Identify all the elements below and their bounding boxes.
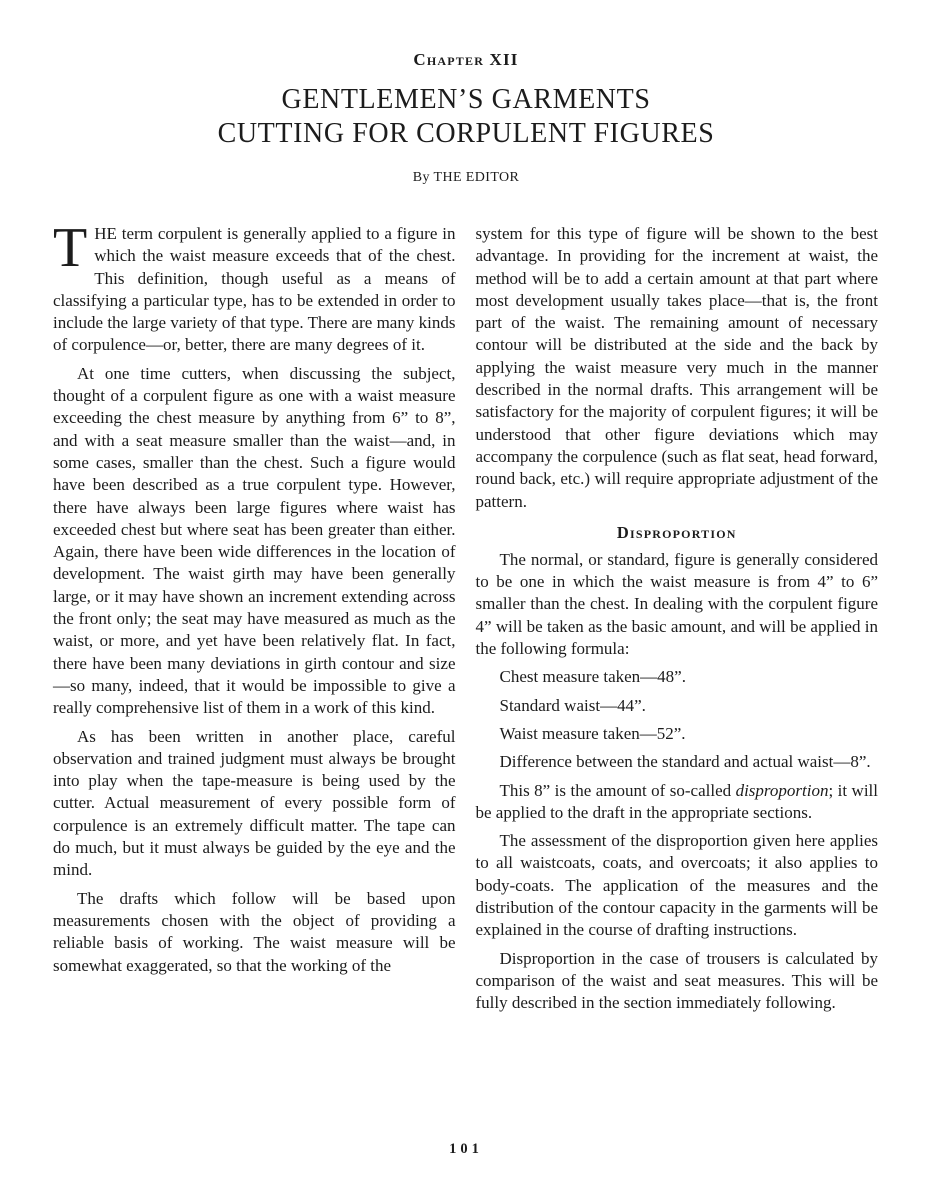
drop-cap: T bbox=[53, 217, 88, 279]
page-header bbox=[0, 50, 932, 186]
left-column bbox=[53, 217, 456, 1015]
paragraph bbox=[476, 780, 879, 825]
italic-term: disproportion bbox=[735, 780, 829, 800]
formula-line: Chest measure taken—48”. bbox=[499, 667, 686, 687]
page-footer bbox=[0, 1140, 932, 1158]
title-line-2: CUTTING FOR CORPULENT FIGURES bbox=[217, 118, 715, 149]
paragraph-text: HE term corpulent is generally applied to a figure in which the waist measure exceeds that of the chest. This definition, though useful as a means of classifying a particular type, has to be extended in order to include the large variety of that type. There are many kinds of corpulence—or, better, there are many degrees of it. bbox=[53, 224, 456, 355]
paragraph: The normal, or standard, figure is generally considered to be one in which the waist measure is from 4” to 6” smaller than the chest. In dealing with the corpulent figure 4” will be taken as the basic amount, and will be applied in the following formula: bbox=[475, 549, 878, 659]
formula-line: Standard waist—44”. bbox=[499, 695, 646, 715]
paragraph-text: ; it will be applied to the draft in the appropriate sections. bbox=[475, 780, 878, 822]
chapter-heading: Chapter XII bbox=[413, 50, 519, 69]
text-columns bbox=[0, 217, 932, 1015]
right-column bbox=[476, 223, 879, 1015]
byline: By THE EDITOR bbox=[412, 170, 520, 185]
title-line-1: GENTLEMEN’S GARMENTS bbox=[281, 84, 651, 115]
formula-line: Difference between the standard and actual waist—8”. bbox=[499, 752, 871, 772]
paragraph: The drafts which follow will be based upon measurements chosen with the object of providing a reliable basis of working. The waist measure will be somewhat exaggerated, so that the working of the bbox=[53, 888, 456, 975]
paragraph-continuation: system for this type of figure will be shown to the best advantage. In providing for the increment at waist, the method will be to add a certain amount at that part where most development usually takes place—that is, the front part of the waist. The remaining amount of necessary contour will be distributed at the side and the back by applying the waist measure very much in the manner described in the normal drafts. This arrangement will be satisfactory for the majority of corpulent figures; it will be understood that other figure deviations which may accompany the corpulence (such as flat seat, head forward, round back, etc.) will require appropriate adjustment of the pattern. bbox=[475, 224, 878, 511]
paragraph: The assessment of the disproportion given here applies to all waistcoats, coats, and overcoats; it also applies to body-coats. The application of the measures and the distribution of the contour capacity in the garments will be explained in the course of drafting instructions. bbox=[475, 831, 878, 940]
paragraph: As has been written in another place, careful observation and trained judgment must always be brought into play when the tape-measure is being used by the cutter. Actual measurement of every possible form of corpulence is an extremely difficult matter. The tape can do much, but it must always be guided by the eye and the mind. bbox=[53, 726, 456, 880]
formula-line: Waist measure taken—52”. bbox=[499, 723, 686, 743]
paragraph-intro bbox=[53, 217, 456, 357]
paragraph: At one time cutters, when discussing the subject, thought of a corpulent figure as one with a waist measure exceeding the chest measure by anything from 6” to 8”, and with a seat measure smaller than the waist—and, in some cases, smaller than the chest. Such a figure would have been described as a true corpulent type. However, there have always been large figures where waist has exceeded chest but where seat has been greater than either. Again, there have been wide differences in the location of development. The waist girth may have been generally large, or it may have shown an increment extending across the front only; the seat may have measured as much as the waist, or more, and yet have been relatively flat. In fact, there have been many deviations in girth contour and size—so many, indeed, that it would be impossible to give a really comprehensive list of them in a work of this kind. bbox=[53, 363, 456, 718]
section-heading-disproportion: Disproportion bbox=[616, 522, 737, 542]
page-number: 101 bbox=[449, 1141, 483, 1157]
page-title bbox=[0, 83, 932, 151]
paragraph-text: This 8” is the amount of so-called bbox=[499, 780, 736, 800]
paragraph: Disproportion in the case of trousers is calculated by comparison of the waist and seat measures. This will be fully described in the section immediately following. bbox=[475, 948, 878, 1013]
